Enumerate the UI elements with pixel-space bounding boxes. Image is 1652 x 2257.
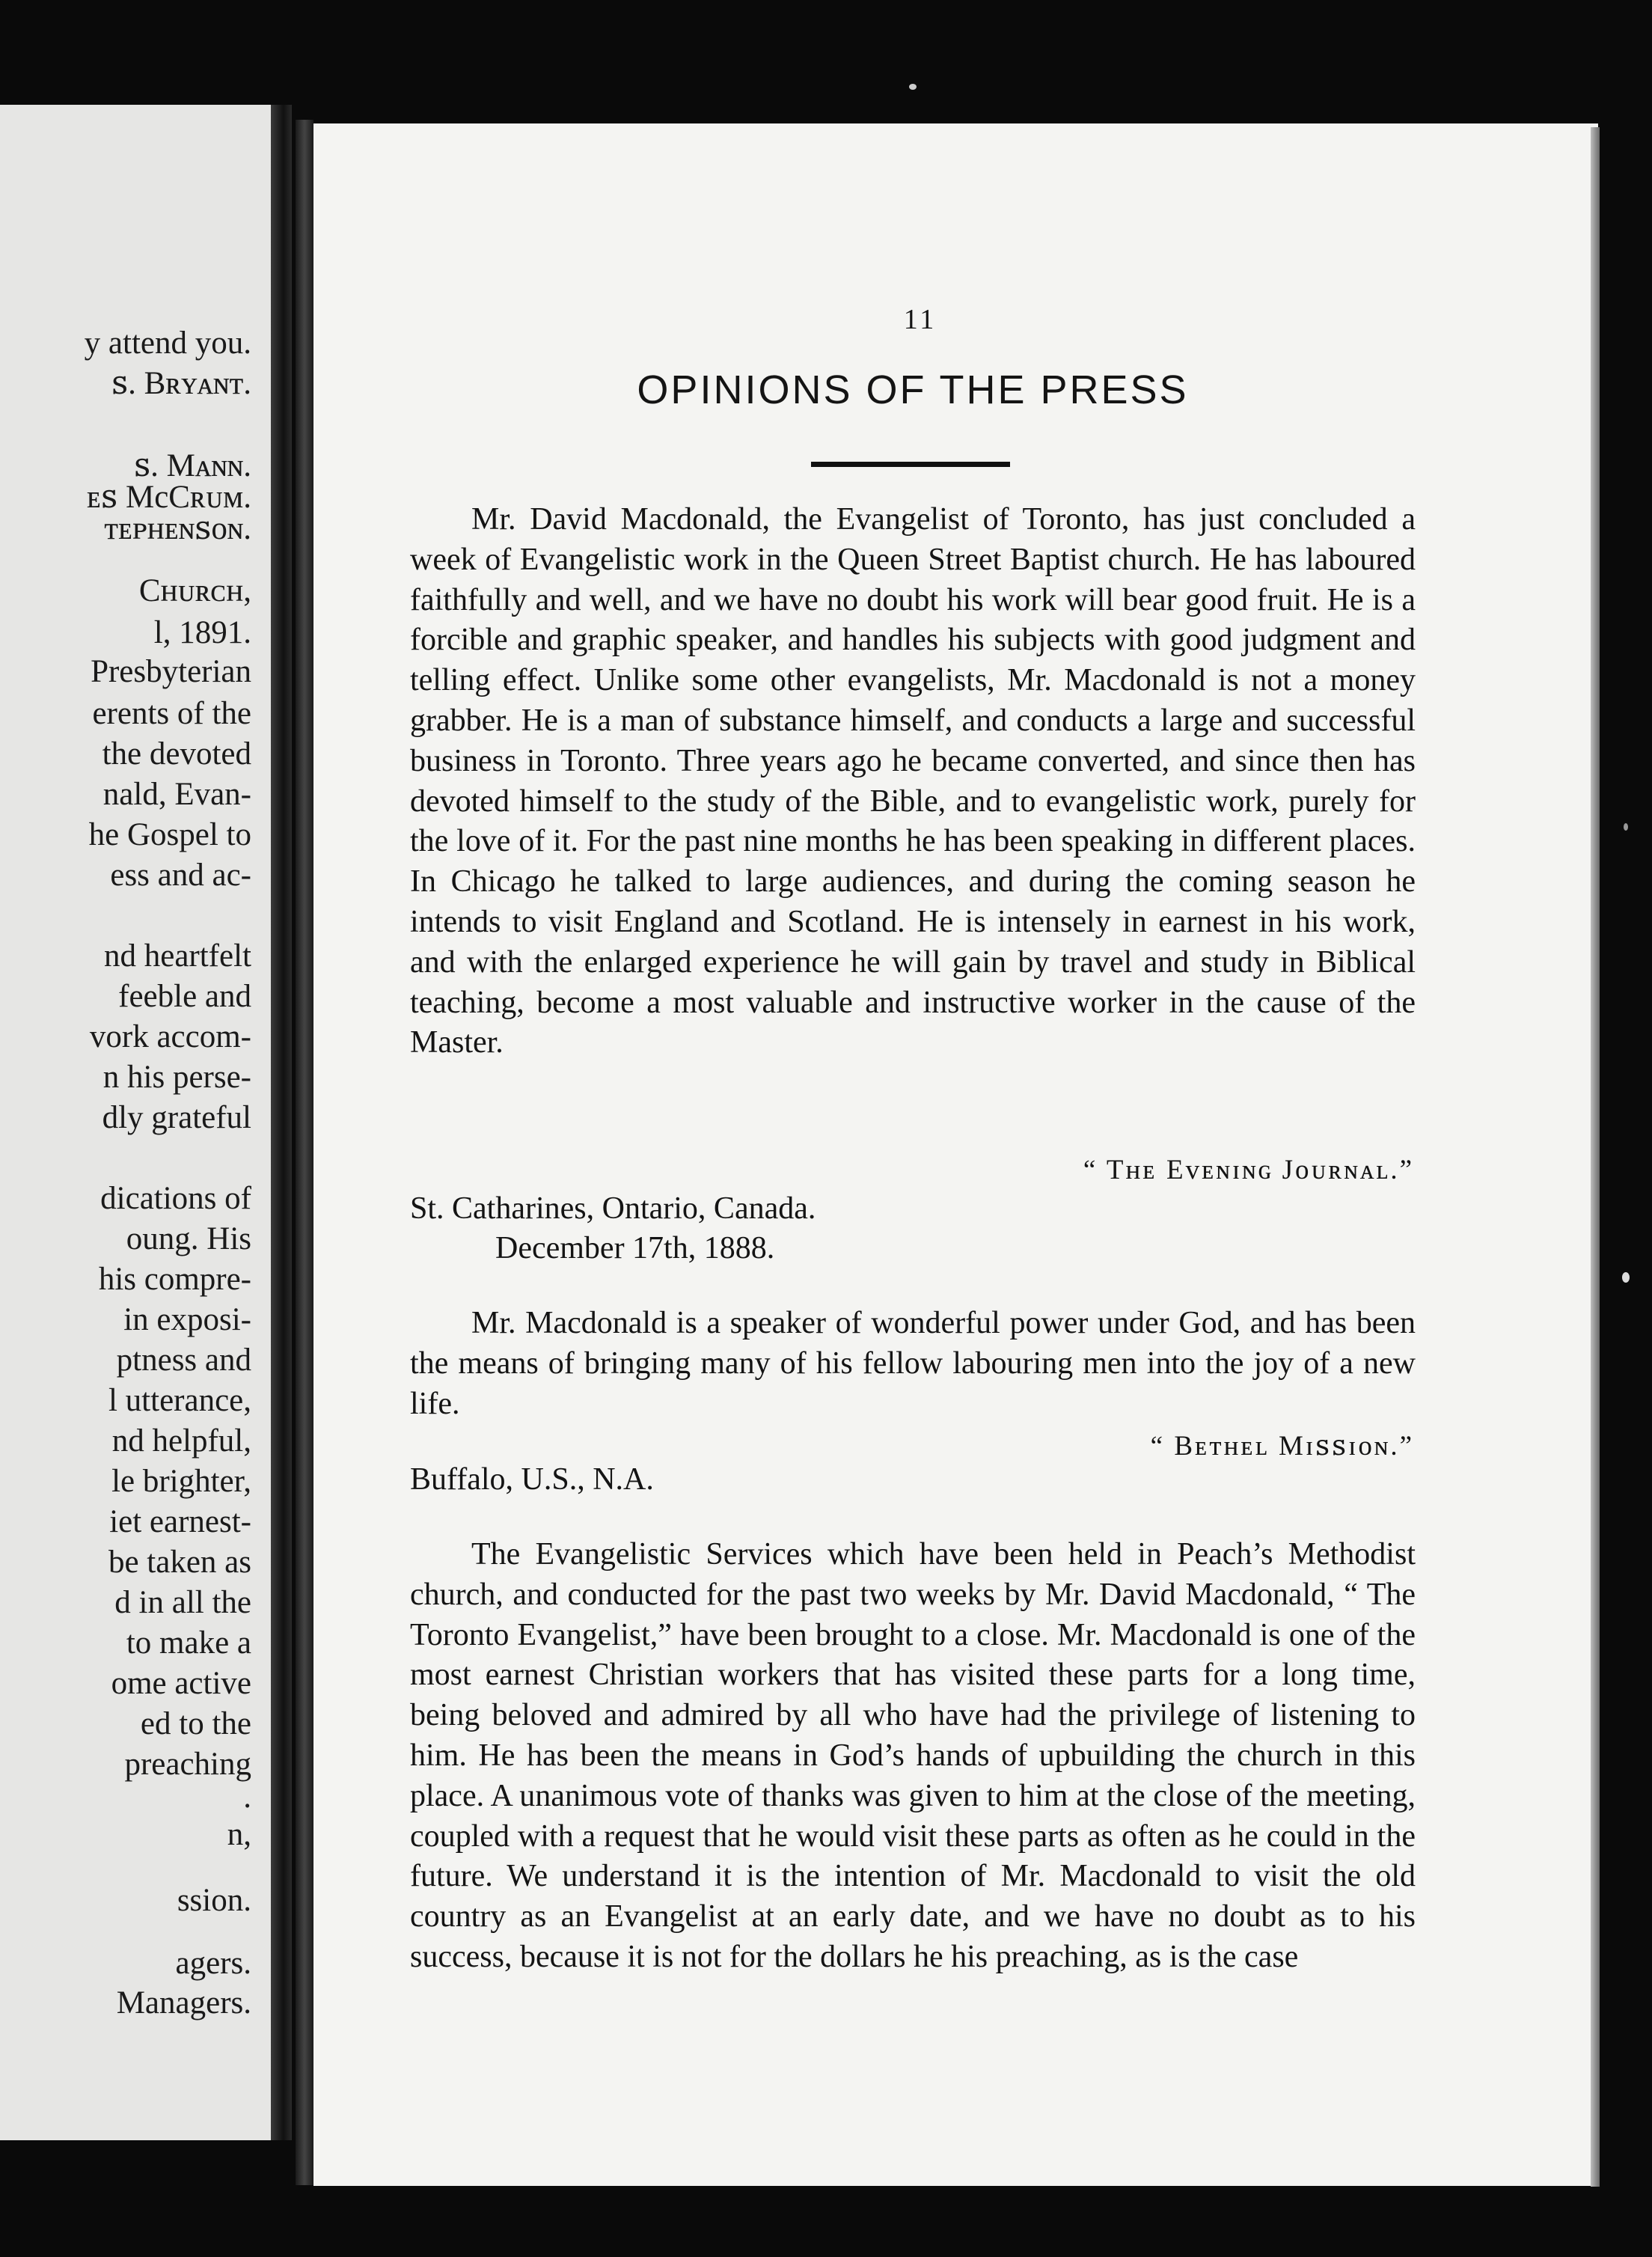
left-page-text-fragment: Cʜᴜʀᴄʜ, [138,573,251,608]
article-text: Mr. Macdonald is a speaker of wonderful power under God, and has been the means of bringing many of his fellow labouring men into the joy of a new life. [410,1306,1416,1421]
left-page-text-fragment: oung. His [126,1221,251,1256]
left-page-text-fragment: erents of the [92,696,251,731]
article-peachs-church [410,1535,1416,1978]
left-page-text-fragment: ꜱ. Bʀʏᴀɴᴛ. [111,366,251,401]
left-page-text-fragment: l, 1891. [153,615,251,650]
left-page-fragment [0,105,271,2140]
dust-speck [1624,823,1628,831]
left-page-text-fragment: to make a [126,1625,251,1661]
left-page-text-fragment: dly grateful [102,1100,251,1135]
left-page-text-fragment: Managers. [116,1985,251,2021]
left-page-text-fragment: iet earnest- [109,1504,251,1539]
article-text: Mr. David Macdonald, the Evangelist of Toronto, has just concluded a week of Evangelistic work in the Queen Street Baptist church. He has laboured faithfully and well, and we have no doubt his work will bear good fruit. He is a forcible and graphic speaker, and handles his subjects with good judgment and telling effect. Unlike some other evangelists, Mr. Macdonald is not a money grabber. He is a man of substance himself, and conducts a large and successful business in Toronto. Three years ago he became converted, and since then has devoted himself to the study of the Bible, and to evangelistic work, purely for the love of it. For the past nine months he has been speaking in different places. In Chicago he talked to large audiences, and during the coming season he intends to visit England and Scotland. He is intensely in earnest in his work, and with the enlarged experience he will gain by travel and study in Biblical teaching, become a most valuable and instructive worker in the cause of the Master. [410,502,1416,1060]
dust-speck [909,84,917,90]
left-page-text-fragment: agers. [175,1946,251,1981]
left-page-text-fragment: nd heartfelt [104,938,251,974]
left-page-text-fragment: ꜱ. Mᴀɴɴ. [134,448,251,483]
left-page-text-fragment: ess and ac- [110,858,251,893]
left-page-text-fragment: his compre- [98,1262,251,1297]
left-page-text-fragment: ed to the [140,1706,251,1741]
title-divider [811,462,1010,467]
place-buffalo: Buffalo, U.S., N.A. [410,1462,654,1497]
left-page-text-fragment: nd helpful, [111,1423,251,1459]
left-page-text-fragment: Presbyterian [91,654,251,689]
left-page-text-fragment: vork accom- [89,1019,251,1054]
page-spine-shadow [296,120,313,2185]
left-page-text-fragment: in exposi- [123,1302,251,1337]
left-page-text-fragment: y attend you. [84,326,251,361]
left-page-text-fragment: ᴛᴇᴘʜᴇɴꜱᴏɴ. [104,511,251,546]
left-page-text-fragment: the devoted [102,736,251,772]
article-evening-journal [410,500,1416,1063]
attribution-evening-journal: “ Tʜᴇ Eᴠᴇɴɪɴɢ Jᴏᴜʀɴᴀʟ.” [1083,1155,1414,1185]
left-page-text-fragment: ptness and [116,1343,251,1378]
left-page-text-fragment: ᴇꜱ McCʀᴜᴍ. [87,480,251,515]
left-page-text-fragment: he Gospel to [88,817,251,852]
left-page-text-fragment: ssion. [177,1883,251,1918]
left-page-text-fragment: dications of [100,1181,251,1216]
dust-speck [1622,1272,1630,1283]
left-page-text-fragment: be taken as [108,1545,251,1580]
left-page-text-fragment: preaching [124,1747,251,1782]
page-title: OPINIONS OF THE PRESS [637,367,1189,412]
left-page-text-fragment: n his perse- [103,1060,251,1095]
page-number: 11 [903,304,937,335]
left-page-text-fragment: l utterance, [108,1383,251,1418]
article-bethel-mission [410,1304,1416,1424]
attribution-bethel-mission: “ Bᴇᴛʜᴇʟ Mɪꜱꜱɪᴏɴ.” [1150,1431,1414,1462]
left-page-text-fragment: . [243,1780,251,1815]
left-page-text-fragment: nald, Evan- [103,777,251,812]
book-gutter [271,105,292,2140]
article-text: The Evangelistic Services which have been held in Peach’s Methodist church, and conducted for the past two weeks by Mr. David Macdonald, “ The Toronto Evangelist,” have been brought to a close. Mr. Macdonald is one of the most earnest Christian workers that has visited these parts for a long time, being beloved and admired by all who have had the privilege of listening to him. He has been the means in God’s hands of upbuilding the church in this place. A unanimous vote of thanks was given to him at the close of the meeting, coupled with a request that he would visit these parts as often as he could in the future. We understand it is the intention of Mr. Macdonald to visit the old country as an Evangelist at an early date, and we have no doubt as to his success, because it is not for the dollars he his preaching, as is the case [410,1537,1416,1974]
date-december-1888: December 17th, 1888. [495,1231,775,1265]
left-page-text-fragment: le brighter, [111,1464,251,1499]
left-page-text-fragment: d in all the [114,1585,251,1620]
page-edge-shadow [1591,127,1600,2187]
place-st-catharines: St. Catharines, Ontario, Canada. [410,1191,816,1226]
left-page-text-fragment: feeble and [118,979,251,1014]
left-page-text-fragment: n, [227,1817,251,1852]
left-page-text-fragment: ome active [111,1666,251,1701]
